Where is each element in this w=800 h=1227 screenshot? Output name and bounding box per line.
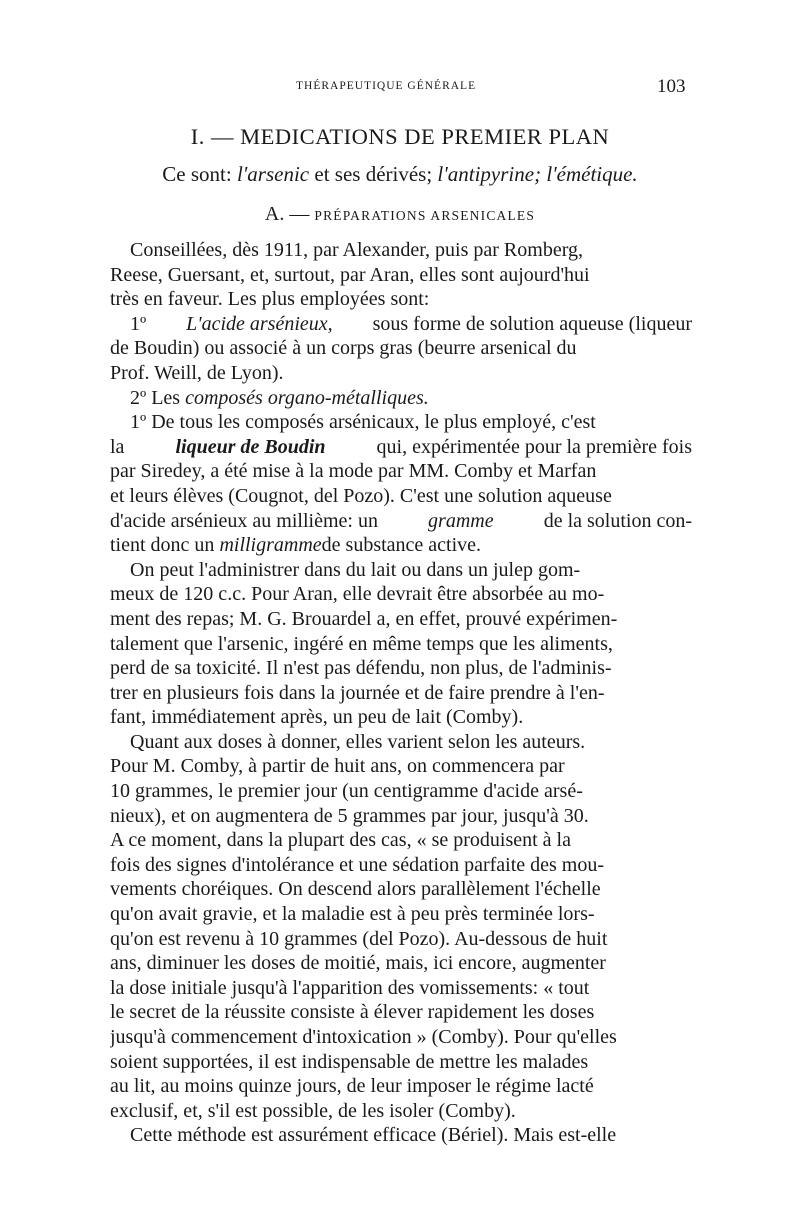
text-span: sous forme de solution aqueuse (liqueur	[372, 312, 692, 335]
italic-term: milligramme	[219, 534, 322, 557]
list-marker: 1º	[130, 312, 147, 335]
intro-line	[0, 162, 800, 187]
text-line: qu'on est revenu à 10 grammes (del Pozo). Au-dessous de huit	[110, 927, 608, 950]
text-line: la dose initiale jusqu'à l'apparition des vomissements: « tout	[110, 976, 590, 999]
text-line: par Siredey, a été mise à la mode par MM. Comby et Marfan	[110, 460, 597, 483]
text-span: d'acide arsénieux au millième: un	[110, 509, 378, 532]
text-line: de Boudin) ou associé à un corps gras (beurre arsenical du	[110, 337, 577, 360]
text-line: trer en plusieurs fois dans la journée et de faire prendre à l'en-	[110, 681, 605, 704]
text-line: fois des signes d'intolérance et une sédation parfaite des mou-	[110, 853, 605, 876]
text-line: Reese, Guersant, et, surtout, par Aran, elles sont aujourd'hui	[110, 263, 590, 286]
text-line: soient supportées, il est indispensable de mettre les malades	[110, 1050, 589, 1073]
intro-mid: et ses dérivés;	[314, 162, 433, 186]
text-line: le secret de la réussite consiste à élever rapidement les doses	[110, 1001, 595, 1024]
text-span: la	[110, 435, 125, 458]
italic-term: liqueur de Boudin	[175, 435, 326, 458]
text-line: au lit, au moins quinze jours, de leur imposer le régime lacté	[110, 1075, 594, 1098]
text-line: meux de 120 c.c. Pour Aran, elle devrait être absorbée au mo-	[110, 583, 605, 606]
text-line: fant, immédiatement après, un peu de lait (Comby).	[110, 706, 524, 729]
text-line: 1º De tous les composés arsénicaux, le plus employé, c'est	[130, 411, 596, 434]
text-line: ment des repas; M. G. Brouardel a, en effet, prouvé expérimen-	[110, 607, 618, 630]
running-header	[0, 76, 800, 100]
list-marker: 2º Les	[130, 386, 181, 409]
running-title: THÉRAPEUTIQUE GÉNÉRALE	[296, 80, 477, 92]
text-line: ans, diminuer les doses de moitié, mais, ici encore, augmenter	[110, 952, 606, 975]
text-span: de substance active.	[321, 534, 482, 557]
text-line: Quant aux doses à donner, elles varient selon les auteurs.	[130, 730, 586, 753]
text-line	[110, 533, 692, 558]
text-line: perd de sa toxicité. Il n'est pas défendu, non plus, de l'adminis-	[110, 657, 612, 680]
page-number: 103	[657, 76, 686, 97]
text-line: Pour M. Comby, à partir de huit ans, on commencera par	[110, 755, 565, 778]
text-line: talement que l'arsenic, ingéré en même temps que les aliments,	[110, 632, 613, 655]
body-text	[110, 238, 692, 1148]
text-line	[110, 386, 692, 411]
intro-antipyrine: l'antipyrine;	[437, 162, 542, 186]
text-line: très en faveur. Les plus employées sont:	[110, 288, 430, 311]
italic-term: composés organo-métalliques.	[185, 386, 429, 409]
subsection-letter: A. —	[264, 203, 310, 225]
text-line: On peut l'administrer dans du lait ou dans un julep gom-	[130, 558, 581, 581]
section-title: I. — MEDICATIONS DE PREMIER PLAN	[190, 124, 610, 149]
text-line	[110, 435, 692, 460]
subsection-heading	[0, 203, 800, 226]
text-line: Prof. Weill, de Lyon).	[110, 361, 284, 384]
text-line: nieux), et on augmentera de 5 grammes par jour, jusqu'à 30.	[110, 804, 589, 827]
text-line: exclusif, et, s'il est possible, de les isoler (Comby).	[110, 1099, 516, 1122]
intro-prefix: Ce sont:	[162, 162, 232, 186]
text-line: Cette méthode est assurément efficace (Bériel). Mais est-elle	[130, 1124, 617, 1147]
text-line: qu'on avait gravie, et la maladie est à peu près terminée lors-	[110, 903, 595, 926]
text-span: de la solution con-	[543, 509, 692, 532]
text-span: tient donc un	[110, 534, 215, 557]
subsection-title: PRÉPARATIONS ARSENICALES	[314, 208, 536, 223]
text-line	[110, 312, 692, 337]
text-line: Conseillées, dès 1911, par Alexander, puis par Romberg,	[130, 239, 583, 261]
text-span: qui, expérimentée pour la première fois	[376, 435, 692, 458]
italic-term: L'acide arsénieux,	[186, 312, 333, 335]
intro-emetique: l'émétique.	[546, 162, 638, 186]
text-line: 10 grammes, le premier jour (un centigramme d'acide arsé-	[110, 780, 583, 803]
intro-arsenic: l'arsenic	[236, 162, 310, 186]
text-line: vements choréiques. On descend alors parallèlement l'échelle	[110, 878, 601, 901]
text-line: jusqu'à commencement d'intoxication » (Comby). Pour qu'elles	[110, 1026, 617, 1048]
text-line: A ce moment, dans la plupart des cas, « se produisent à la	[110, 829, 571, 852]
text-line	[110, 509, 692, 534]
text-line: et leurs élèves (Cougnot, del Pozo). C'est une solution aqueuse	[110, 484, 612, 507]
italic-term: gramme	[428, 509, 494, 532]
